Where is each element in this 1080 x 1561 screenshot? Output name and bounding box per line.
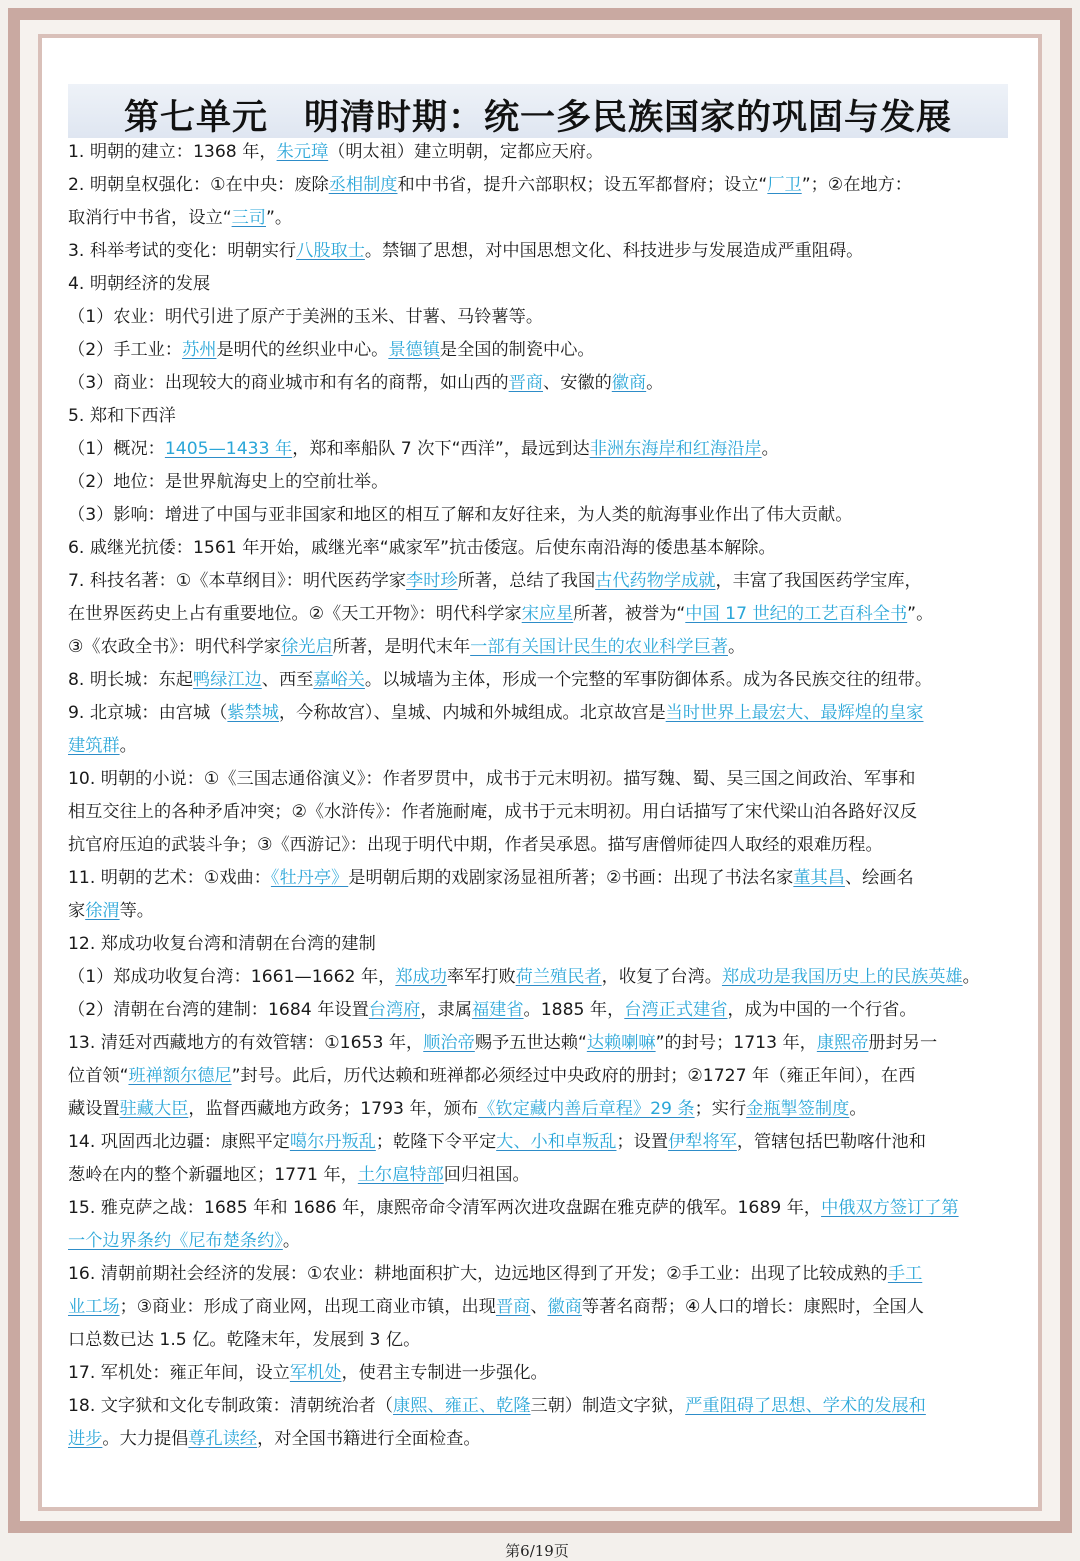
line-text: 8. 明长城：东起	[68, 670, 193, 690]
text-line	[68, 301, 1012, 334]
line-text: 所著，是明代末年	[332, 637, 471, 657]
line-text: 7. 科技名著：①《本草纲目》：明代医药学家	[68, 571, 407, 591]
text-line	[68, 961, 1012, 994]
line-text: 三朝）制造文字狱，	[530, 1396, 686, 1416]
line-text: ”。	[907, 604, 934, 624]
key-term: 非洲东海岸和红海沿岸	[589, 439, 762, 459]
line-text: 。	[119, 736, 137, 756]
line-text: 1. 明朝的建立：1368 年，	[68, 142, 277, 162]
key-term: 进步	[68, 1429, 103, 1449]
text-line	[68, 631, 1012, 664]
line-text: ，管辖包括巴勒喀什池和	[736, 1132, 926, 1152]
key-term: 顺治帝	[423, 1033, 475, 1053]
title-banner	[68, 84, 1008, 138]
text-line	[68, 763, 1012, 796]
line-text: 、绘画名	[844, 868, 914, 888]
line-text: 。	[282, 1231, 301, 1251]
text-line	[68, 1324, 1012, 1357]
text-line	[68, 268, 1012, 301]
line-text: ；③商业：形成了商业网，出现工商业市镇，出现	[119, 1297, 496, 1317]
key-term: 徐渭	[85, 901, 120, 921]
line-text: ，成为中国的一个行省。	[727, 1000, 917, 1020]
line-text: 。大力提倡	[102, 1429, 189, 1449]
line-text: 5. 郑和下西洋	[68, 406, 176, 426]
text-line	[68, 235, 1012, 268]
line-text: 是全国的制瓷中心。	[439, 340, 595, 360]
text-line	[68, 1159, 1012, 1192]
line-text: 2. 明朝皇权强化：①在中央：废除	[68, 175, 329, 195]
text-line	[68, 433, 1012, 466]
key-term: 紫禁城	[227, 703, 279, 723]
key-term: 董其昌	[793, 868, 845, 888]
key-term: 徽商	[611, 373, 647, 393]
key-term: 宋应星	[521, 604, 574, 624]
line-text: 所著，被誉为“	[573, 604, 686, 624]
line-text: 口总数已达 1.5 亿。乾隆末年，发展到 3 亿。	[68, 1330, 421, 1350]
text-line	[68, 1291, 1012, 1324]
line-text: （2）手工业：	[68, 340, 183, 360]
key-term: 军机处	[289, 1363, 342, 1383]
key-term: 丞相制度	[328, 175, 398, 195]
key-term: 朱元璋	[276, 142, 329, 162]
text-line	[68, 1225, 1012, 1258]
line-text: 。	[849, 1099, 867, 1119]
key-term: 康熙帝	[816, 1033, 869, 1053]
key-term: 厂卫	[767, 175, 802, 195]
key-term: 《牡丹亭》	[270, 868, 349, 888]
line-text: ，对全国书籍进行全面检查。	[257, 1429, 481, 1449]
text-line	[68, 1390, 1012, 1423]
line-text: ；乾隆下令平定	[375, 1132, 497, 1152]
key-term: 徐光启	[281, 637, 333, 657]
line-text: （明太祖）建立明朝，定都应天府。	[328, 142, 604, 162]
key-term: 郑成功	[395, 967, 447, 987]
line-text: 册封另一	[868, 1033, 938, 1053]
line-text: ，监督西藏地方政务；1793 年，颁布	[188, 1099, 479, 1119]
text-line	[68, 730, 1012, 763]
key-term: 1405—1433 年	[164, 439, 293, 459]
line-text: 是明代的丝织业中心。	[216, 340, 389, 360]
line-text: 16. 清朝前期社会经济的发展：①农业：耕地面积扩大，边远地区得到了开发；②手工业：出现了比较成熟的	[68, 1264, 888, 1284]
key-term: 中国 17 世纪的工艺百科全书	[685, 604, 908, 624]
line-text: 、	[530, 1297, 548, 1317]
line-text: 。1885 年，	[523, 1000, 625, 1020]
line-text: 4. 明朝经济的发展	[68, 274, 211, 294]
key-term: 一个边界条约《尼布楚条约》	[68, 1231, 283, 1251]
line-text: 在世界医药史上占有重要地位。②《天工开物》：明代科学家	[68, 604, 522, 624]
line-text: 抗官府压迫的武装斗争；③《西游记》：出现于明代中期，作者吴承恩。描写唐僧师徒四人取经的艰难历程。	[68, 835, 883, 855]
line-text: ，收复了台湾。	[601, 967, 722, 987]
line-text: （1）概况：	[68, 439, 165, 459]
key-term: 当时世界上最宏大、最辉煌的皇家	[665, 703, 924, 723]
text-line	[68, 829, 1012, 862]
text-line	[68, 796, 1012, 829]
document-page	[46, 68, 1028, 1560]
line-text: 6. 戚继光抗倭：1561 年开始，戚继光率“戚家军”抗击倭寇。后使东南沿海的倭患基本解除。	[68, 538, 776, 558]
line-text: 。	[646, 373, 664, 393]
key-term: 噶尔丹叛乱	[289, 1132, 376, 1152]
line-text: 13. 清廷对西藏地方的有效管辖：①1653 年，	[68, 1033, 424, 1053]
notes-body	[68, 136, 1012, 1456]
line-text: ，今称故宫）、皇城、内城和外城组成。北京故宫是	[278, 703, 666, 723]
line-text: 、西至	[261, 670, 314, 690]
key-term: 古代药物学成就	[595, 571, 716, 591]
key-term: 晋商	[495, 1297, 531, 1317]
line-text: 家	[68, 901, 86, 921]
line-text: 相互交往上的各种矛盾冲突；②《水浒传》：作者施耐庵，成书于元末明初。用白话描写了宋代梁山泊各路好汉反	[68, 802, 918, 822]
key-term: 严重阻碍了思想、学术的发展和	[685, 1396, 926, 1416]
line-text: ；设置	[616, 1132, 669, 1152]
line-text: （3）商业：出现较大的商业城市和有名的商帮，如山西的	[68, 373, 509, 393]
line-text: 10. 明朝的小说：①《三国志通俗演义》：作者罗贯中，成书于元末明初。描写魏、蜀、吴三国之间政治、军事和	[68, 769, 916, 789]
text-line	[68, 499, 1012, 532]
text-line	[68, 664, 1012, 697]
key-term: 康熙、雍正、乾隆	[393, 1396, 531, 1416]
key-term: 福建省	[471, 1000, 524, 1020]
line-text: 取消行中书省，设立“	[68, 208, 232, 228]
key-term: 伊犁将军	[668, 1132, 737, 1152]
text-line	[68, 598, 1012, 631]
key-term: 荷兰殖民者	[515, 967, 602, 987]
line-text: 3. 科举考试的变化：明朝实行	[68, 241, 297, 261]
key-term: 一部有关国计民生的农业科学巨著	[470, 637, 728, 657]
key-term: 台湾正式建省	[624, 1000, 728, 1020]
line-text: 位首领“	[68, 1066, 129, 1086]
line-text: 所著，总结了我国	[457, 571, 596, 591]
key-term: 李时珍	[406, 571, 458, 591]
key-term: 苏州	[182, 340, 217, 360]
text-line	[68, 1423, 1012, 1456]
line-text: （1）农业：明代引进了原产于美洲的玉米、甘薯、马铃薯等。	[68, 307, 544, 327]
text-line	[68, 169, 1012, 202]
text-line	[68, 928, 1012, 961]
line-text: 等著名商帮；④人口的增长：康熙时，全国人	[581, 1297, 924, 1317]
text-line	[68, 1357, 1012, 1390]
page-title: 第七单元 明清时期：统一多民族国家的巩固与发展	[123, 98, 952, 138]
line-text: （1）郑成功收复台湾：1661—1662 年，	[68, 967, 396, 987]
line-text: （2）清朝在台湾的建制：1684 年设置	[68, 1000, 369, 1020]
line-text: ，隶属	[420, 1000, 472, 1020]
key-term: 尊孔读经	[188, 1429, 258, 1449]
key-term: 徽商	[547, 1297, 582, 1317]
text-line	[68, 1126, 1012, 1159]
key-term: 景德镇	[388, 340, 440, 360]
text-line	[68, 367, 1012, 400]
text-line	[68, 136, 1012, 169]
text-line	[68, 697, 1012, 730]
text-line	[68, 1258, 1012, 1291]
key-term: 嘉峪关	[313, 670, 365, 690]
text-line	[68, 466, 1012, 499]
key-term: 班禅额尔德尼	[128, 1066, 232, 1086]
text-line	[68, 400, 1012, 433]
text-line	[68, 565, 1012, 598]
line-text: ”的封号；1713 年，	[655, 1033, 817, 1053]
line-text: ，使君主专制进一步强化。	[341, 1363, 548, 1383]
text-line	[68, 1060, 1012, 1093]
key-term: 鸭绿江边	[193, 670, 262, 690]
line-text: 。禁锢了思想，对中国思想文化、科技进步与发展造成严重阻碍。	[364, 241, 864, 261]
line-text: 和中书省，提升六部职权；设五军都督府；设立“	[397, 175, 768, 195]
key-term: 晋商	[508, 373, 544, 393]
key-term: 金瓶掣签制度	[746, 1099, 850, 1119]
key-term: 驻藏大臣	[119, 1099, 189, 1119]
key-term: 手工	[887, 1264, 923, 1284]
line-text: ，郑和率船队 7 次下“西洋”，最远到达	[292, 439, 590, 459]
line-text: ”。	[265, 208, 293, 228]
line-text: （2）地位：是世界航海史上的空前壮举。	[68, 472, 389, 492]
key-term: 建筑群	[68, 736, 120, 756]
text-line	[68, 532, 1012, 565]
line-text: ”；②在地方：	[801, 175, 912, 195]
line-text: 葱岭在内的整个新疆地区；1771 年，	[68, 1165, 358, 1185]
text-line	[68, 334, 1012, 367]
line-text: 12. 郑成功收复台湾和清朝在台湾的建制	[68, 934, 376, 954]
text-line	[68, 1027, 1012, 1060]
text-line	[68, 1093, 1012, 1126]
line-text: ③《农政全书》：明代科学家	[68, 637, 282, 657]
line-text: 14. 巩固西北边疆：康熙平定	[68, 1132, 290, 1152]
key-term: 郑成功是我国历史上的民族英雄	[721, 967, 963, 987]
line-text: ；实行	[694, 1099, 747, 1119]
key-term: 大、小和卓叛乱	[496, 1132, 617, 1152]
line-text: 11. 明朝的艺术：①戏曲：	[68, 868, 271, 888]
line-text: 。以城墙为主体，形成一个完整的军事防御体系。成为各民族交往的纽带。	[364, 670, 933, 690]
line-text: 17. 军机处：雍正年间，设立	[68, 1363, 290, 1383]
line-text: 是明朝后期的戏剧家汤显祖所著；②书画：出现了书法名家	[348, 868, 794, 888]
line-text: 。	[727, 637, 746, 657]
key-term: 达赖喇嘛	[586, 1033, 656, 1053]
line-text: 15. 雅克萨之战：1685 年和 1686 年，康熙帝命令清军两次进攻盘踞在雅克萨的俄军。1689 年，	[68, 1198, 822, 1218]
text-line	[68, 862, 1012, 895]
key-term: 业工场	[68, 1297, 120, 1317]
line-text: 。	[962, 967, 980, 987]
key-term: 三司	[231, 208, 266, 228]
text-line	[68, 202, 1012, 235]
line-text: 等。	[119, 901, 154, 921]
line-text: 率军打败	[446, 967, 516, 987]
page-number: 第6/19页	[505, 1542, 569, 1560]
line-text: 。	[761, 439, 779, 459]
line-text: 藏设置	[68, 1099, 120, 1119]
line-text: 9. 北京城：由宫城（	[68, 703, 228, 723]
text-line	[68, 994, 1012, 1027]
key-term: 八股取士	[296, 241, 365, 261]
line-text: ”封号。此后，历代达赖和班禅都必须经过中央政府的册封；②1727 年（雍正年间），在西	[231, 1066, 916, 1086]
text-line	[68, 895, 1012, 928]
line-text: 赐予五世达赖“	[474, 1033, 587, 1053]
line-text: （3）影响：增进了中国与亚非国家和地区的相互了解和友好往来，为人类的航海事业作出了伟大贡献。	[68, 505, 853, 525]
key-term: 土尔扈特部	[357, 1165, 444, 1185]
line-text: 18. 文字狱和文化专制政策：清朝统治者（	[68, 1396, 393, 1416]
text-line	[68, 1192, 1012, 1225]
line-text: 回归祖国。	[443, 1165, 530, 1185]
line-text: ，丰富了我国医药学宝库，	[715, 571, 922, 591]
key-term: 中俄双方签订了第	[821, 1198, 959, 1218]
line-text: 、安徽的	[543, 373, 612, 393]
key-term: 《钦定藏内善后章程》29 条	[478, 1099, 695, 1119]
key-term: 台湾府	[368, 1000, 421, 1020]
